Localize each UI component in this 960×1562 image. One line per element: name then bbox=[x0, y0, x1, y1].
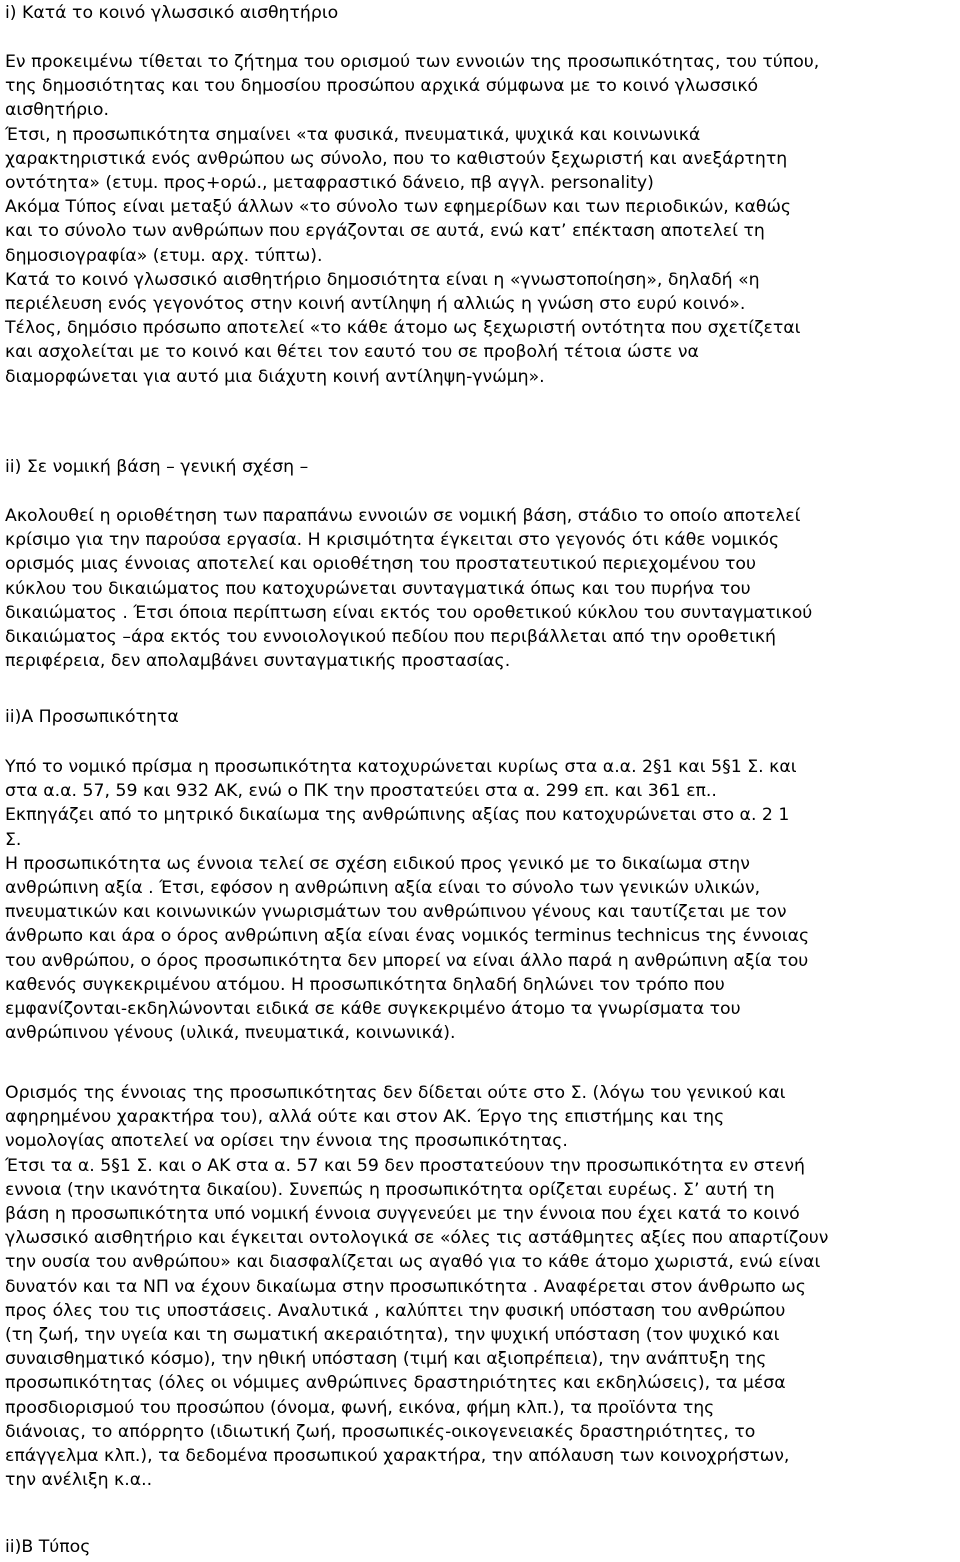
paragraph-definitions: Εν προκειμένω τίθεται το ζήτημα του ορισμού των εννοιών της προσωπικότητας, του τύπου, της δημοσιότητας και του δημοσίου προσώπου αρχικά σύμφωνα με το κοινό γλωσσικό αισθητήριο. Έτσι, η προσωπικότητα σημαίνει «τα φυσικά, πνευματικά, ψυχικά και κοινωνικά χαρακτηριστικά ενός ανθρώπου ως σύνολο, που το καθιστούν ξεχωριστή και ανεξάρτητη οντότητα» (ετυμ. προς+ορώ., μεταφραστικό δάνειο, πβ αγγλ. personality) Ακόμα Τύπος είναι μεταξύ άλλων «το σύνολο των εφημερίδων και των περιοδικών, καθώς και το σύνολο των ανθρώπων που εργάζονται σε αυτά, ενώ κατ’ επέκταση αποτελεί τη δημοσιογραφία» (ετυμ. αρχ. τύπτω). Κατά το κοινό γλωσσικό αισθητήριο δημοσιότητα είναι η «γνωστοποίηση», δηλαδή «η περιέλευση ενός γεγονότος στην κοινή αντίληψη ή αλλιώς η γνώση στο ευρύ κοινό». Τέλος, δημόσιο πρόσωπο αποτελεί «το κάθε άτομο ως ξεχωριστή οντότητα που σχετίζεται και ασχολείται με το κοινό και θέτει τον εαυτό του σε προβολή τέτοια ώστε να διαμορφώνεται για αυτό μια διάχυτη κοινή αντίληψη-γνώμη». bbox=[5, 52, 820, 387]
section-heading-ii: ii) Σε νομική βάση – γενική σχέση – bbox=[5, 457, 309, 477]
section-heading-ii-a: ii)Α Προσωπικότητα bbox=[5, 707, 179, 727]
paragraph-legal-basis: Ακολουθεί η οριοθέτηση των παραπάνω εννοιών σε νομική βάση, στάδιο το οποίο αποτελεί κρίσιμο για την παρούσα εργασία. Η κρισιμότητα έγκειται στο γεγονός ότι κάθε νομικός ορισμός μιας έννοιας αποτελεί και οριοθέτηση του προστατευτικού περιεχομένου του κύκλου του δικαιώματος που κατοχυρώνεται συνταγματικά όπως και του πυρήνα του δικαιώματος . Έτσι όποια περίπτωση είναι εκτός του οροθετικού κύκλου του συνταγματικού δικαιώματος –άρα εκτός του εννοιολογικού πεδίου που περιβάλλεται από την οροθετική περιφέρεια, δεν απολαμβάνει συνταγματικής προστασίας. bbox=[5, 506, 813, 672]
paragraph-personality-definition: Ορισμός της έννοιας της προσωπικότητας δεν δίδεται ούτε στο Σ. (λόγω του γενικού και αφηρημένου χαρακτήρα του), αλλά ούτε και στον ΑΚ. Έργο της επιστήμης και της νομολογίας αποτελεί να ορίσει την έννοια της προσωπικότητας. Έτσι τα α. 5§1 Σ. και ο ΑΚ στα α. 57 και 59 δεν προστατεύουν την προσωπικότητα εν στενή εννοια (την ικανότητα δικαίου). Συνεπώς η προσωπικότητα ορίζεται ευρέως. Σ’ αυτή τη βάση η προσωπικότητα υπό νομική έννοια συγγενεύει με την έννοια που έχει κατά το κοινό γλωσσικό αισθητήριο και έγκειται οντολογικά σε «όλες τις αστάθμητες αξίες που απαρτίζουν την ουσία του ανθρώπου» και διασφαλίζεται ως αγαθό για το κάθε άτομο χωριστά, ενώ είναι δυνατόν και τα ΝΠ να έχουν δικαίωμα στην προσωπικότητα . Αναφέρεται στον άνθρωπο ως προς όλες του τις υποστάσεις. Αναλυτικά , καλύπτει την φυσική υπόσταση του ανθρώπου (τη ζωή, την υγεία και τη σωματική ακεραιότητα), την ψυχική υπόσταση (τον ψυχικό και συναισθηματικό κόσμο), την ηθική υπόσταση (τιμή και αξιοπρέπεια), την ανάπτυξη της προσωπικότητας (όλες οι νόμιμες ανθρώπινες δραστηριότητες και εκδηλώσεις), τα μέσα προσδιορισμού του προσώπου (όνομα, φωνή, εικόνα, φήμη κλπ.), τα προϊόντα της διάνοιας, το απόρρητο (ιδιωτική ζωή, προσωπικές-οικογενειακές δραστηριότητες, το επάγγελμα κλπ.), τα δεδομένα προσωπικού χαρακτήρα, την απόλαυση των κοινοχρήστων, την ανέλιξη κ.α.. bbox=[5, 1083, 829, 1491]
section-heading-i: i) Κατά το κοινό γλωσσικό αισθητήριο bbox=[5, 3, 339, 23]
paragraph-personality-legal: Υπό το νομικό πρίσμα η προσωπικότητα κατοχυρώνεται κυρίως στα α.α. 2§1 και 5§1 Σ. και στα α.α. 57, 59 και 932 ΑΚ, ενώ ο ΠΚ την προστατεύει στα α. 299 επ. και 361 επ.. Εκπηγάζει από το μητρικό δικαίωμα της ανθρώπινης αξίας που κατοχυρώνεται στο α. 2 1 Σ. Η προσωπικότητα ως έννοια τελεί σε σχέση ειδικού προς γενικό με το δικαίωμα στην ανθρώπινη αξία . Έτσι, εφόσον η ανθρώπινη αξία είναι το σύνολο των γενικών υλικών, πνευματικών και κοινωνικών γνωρισμάτων του ανθρώπινου γένους και ταυτίζεται με τον άνθρωπο και άρα ο όρος ανθρώπινη αξία είναι ένας νομικός terminus technicus της έννοιας του ανθρώπου, ο όρος προσωπικότητα δεν μπορεί να είναι άλλο παρά η ανθρώπινη αξία του καθενός συγκεκριμένου ατόμου. Η προσωπικότητα δηλαδή δηλώνει τον τρόπο που εμφανίζονται-εκδηλώνονται ειδικά σε κάθε συγκεκριμένο άτομο τα γνωρίσματα του ανθρώπινου γένους (υλικά, πνευματικά, κοινωνικά). bbox=[5, 757, 810, 1044]
section-heading-ii-b: ii)Β Τύπος bbox=[5, 1537, 91, 1557]
